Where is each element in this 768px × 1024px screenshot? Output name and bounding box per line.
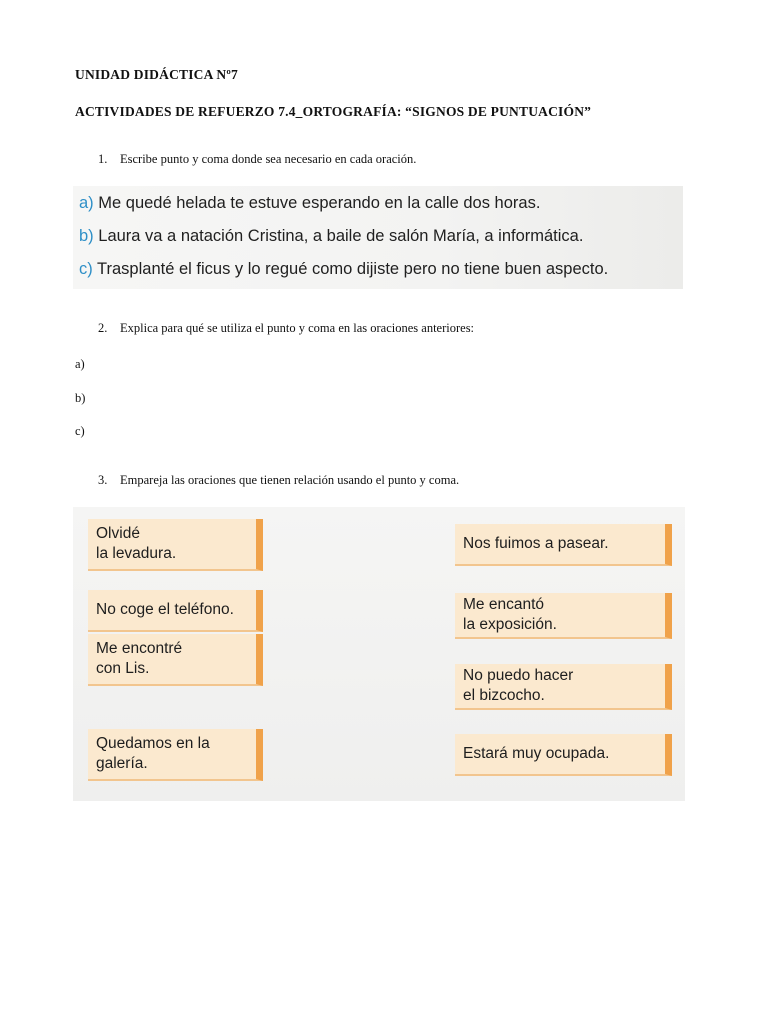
unit-title: UNIDAD DIDÁCTICA Nº7 [75,67,238,82]
card-text: Me encontré con Lis. [96,640,183,677]
sentence-letter: c) [79,260,93,278]
card-text: No puedo hacer el bizcocho. [463,667,574,704]
right-sentence-card [455,664,672,710]
card-text: Nos fuimos a pasear. [463,535,609,552]
card-text: Me encantó la exposición. [463,596,557,633]
left-sentence-card [88,519,263,571]
left-sentence-card [88,634,263,686]
exercise-1-sentence [79,194,540,213]
answer-label-b: b) [75,391,86,405]
question-3 [98,473,459,488]
sentence-text: Laura va a natación Cristina, a baile de salón María, a informática. [98,227,584,245]
activities-title: ACTIVIDADES DE REFUERZO 7.4_ORTOGRAFÍA: “SIGNOS DE PUNTUACIÓN” [75,104,592,119]
card-text: No coge el teléfono. [96,601,234,618]
right-sentence-card [455,593,672,639]
question-text: Explica para qué se utiliza el punto y coma en las oraciones anteriores: [120,321,475,335]
sentence-text: Trasplanté el ficus y lo regué como dijiste pero no tiene buen aspecto. [97,260,609,278]
question-2 [98,321,474,336]
answer-label-a: a) [75,357,85,371]
card-text: Estará muy ocupada. [463,745,610,762]
answer-label-c: c) [75,424,85,438]
left-sentence-card [88,729,263,781]
question-1 [98,152,416,167]
sentence-letter: b) [79,227,94,245]
question-text: Empareja las oraciones que tienen relación usando el punto y coma. [120,473,460,487]
exercise-1-sentence [79,227,583,246]
left-sentence-card [88,590,263,632]
card-text: Olvidé la levadura. [96,525,177,562]
exercise-1-panel [73,186,683,289]
exercise-1-sentence [79,260,608,279]
card-text: Quedamos en la galería. [96,735,210,772]
sentence-letter: a) [79,194,94,212]
sentence-text: Me quedé helada te estuve esperando en la calle dos horas. [98,194,541,212]
question-number: 3. [98,473,108,487]
question-number: 1. [98,152,108,166]
exercise-3-panel [73,507,685,801]
question-number: 2. [98,321,108,335]
right-sentence-card [455,524,672,566]
question-text: Escribe punto y coma donde sea necesario en cada oración. [120,152,417,166]
right-sentence-card [455,734,672,776]
